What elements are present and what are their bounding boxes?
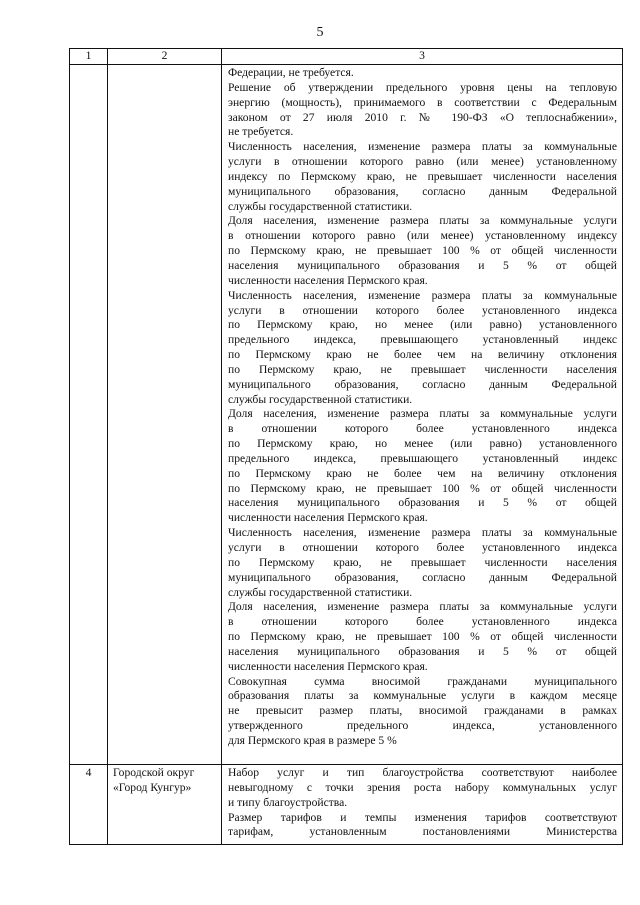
- text-line: по Пермскому краю не более чем на величину отклонения: [228, 466, 617, 480]
- text-line: услуги в отношении которого более установленного индекса: [228, 541, 617, 554]
- text-line: по Пермскому краю, но менее (или равно) установленного: [228, 318, 617, 332]
- text-line: Набор услуг и тип благоустройства соответствуют наиболее: [228, 766, 617, 779]
- text-line: Решение об утверждении предельного уровня цены на тепловую: [228, 80, 617, 94]
- text-line: не превысит размер платы, вносимой гражданами в рамках: [228, 704, 617, 718]
- criteria-table: [69, 48, 623, 845]
- text-line: тарифам, установленным постановлениями Министерства: [228, 825, 617, 839]
- text-line: в отношении которого более установленного индекса: [228, 422, 617, 436]
- text-line: по Пермскому краю, не превышает численности населения: [228, 362, 617, 376]
- column-header-1: 1: [70, 49, 108, 65]
- table-header-row: [70, 49, 623, 65]
- text-line: индексу по Пермскому краю, не превышает численности населения: [228, 169, 617, 183]
- text-line: муниципального образования, согласно данным Федеральной: [228, 377, 617, 391]
- text-line: численности населения Пермского края.: [228, 659, 428, 673]
- text-line: Размер тарифов и темпы изменения тарифов соответствуют: [228, 810, 617, 824]
- text-line: Совокупная сумма вносимой гражданами муниципального: [228, 674, 617, 688]
- row-number-cell: [70, 65, 108, 765]
- text-line: населения муниципального образования и 5 % от общей: [228, 258, 617, 272]
- text-line: по Пермскому краю, не превышает 100 % от общей численности: [228, 481, 617, 495]
- table-row: [70, 765, 623, 845]
- text-line: образования платы за коммунальные услуги в каждом месяце: [228, 689, 617, 703]
- text-line: предельного индекса, превышающего установленный индекс: [228, 451, 617, 465]
- text-line: Численность населения, изменение размера платы за коммунальные: [228, 526, 617, 540]
- criteria-text-cell: [222, 65, 623, 765]
- text-line: по Пермскому краю, не превышает 100 % от общей численности: [228, 630, 617, 644]
- text-line: населения муниципального образования и 5 % от общей: [228, 496, 617, 510]
- text-line: численности населения Пермского края.: [228, 273, 428, 287]
- district-cell: [108, 765, 222, 845]
- text-line: услуги в отношении которого равно (или менее) установленному: [228, 155, 617, 169]
- text-line: службы государственной статистики.: [228, 199, 413, 213]
- text-line: энергию (мощность), принимаемого в соответствии с Федеральным: [228, 95, 617, 109]
- text-line: муниципального образования, согласно данным Федеральной: [228, 184, 617, 198]
- text-line: Федерации, не требуется.: [228, 66, 354, 79]
- text-line: в отношении которого равно (или менее) установленному индексу: [228, 229, 617, 243]
- text-line: Численность населения, изменение размера платы за коммунальные: [228, 140, 617, 154]
- column-header-2: 2: [108, 49, 222, 65]
- row-number-cell: 4: [70, 765, 108, 845]
- text-line: по Пермскому краю, не превышает численности населения: [228, 555, 617, 569]
- text-line: службы государственной статистики.: [228, 392, 413, 406]
- text-line: по Пермскому краю, не превышает 100 % от общей численности: [228, 244, 617, 258]
- text-line: и типу благоустройства.: [228, 795, 348, 809]
- text-line: утвержденного предельного индекса, установленного: [228, 719, 617, 733]
- text-line: не требуется.: [228, 125, 294, 139]
- district-name-line: «Город Кунгур»: [113, 780, 192, 794]
- text-line: законом от 27 июля 2010 г. № 190-ФЗ «О теплоснабжении»,: [228, 110, 617, 124]
- text-line: Доля населения, изменение размера платы за коммунальные услуги: [228, 600, 617, 614]
- text-line: невыгодному с точки зрения роста набору коммунальных услуг: [228, 780, 617, 794]
- text-line: услуги в отношении которого более установленного индекса: [228, 303, 617, 317]
- district-name-line: Городской округ: [113, 766, 195, 779]
- criteria-text-cell: [222, 765, 623, 845]
- text-line: по Пермскому краю, но менее (или равно) установленного: [228, 437, 617, 451]
- district-cell: [108, 65, 222, 765]
- text-line: Численность населения, изменение размера платы за коммунальные: [228, 288, 617, 302]
- text-line: Доля населения, изменение размера платы за коммунальные услуги: [228, 407, 617, 421]
- text-line: муниципального образования, согласно данным Федеральной: [228, 570, 617, 584]
- text-line: численности населения Пермского края.: [228, 511, 428, 525]
- text-line: в отношении которого более установленного индекса: [228, 615, 617, 629]
- text-line: для Пермского края в размере 5 %: [228, 733, 397, 747]
- page-number: 5: [316, 25, 324, 40]
- text-line: по Пермскому краю не более чем на величину отклонения: [228, 348, 617, 362]
- text-line: Доля населения, изменение размера платы за коммунальные услуги: [228, 214, 617, 228]
- text-line: предельного индекса, превышающего установленный индекс: [228, 333, 617, 347]
- text-line: населения муниципального образования и 5 % от общей: [228, 644, 617, 658]
- table-row: [70, 65, 623, 765]
- text-line: службы государственной статистики.: [228, 585, 413, 599]
- column-header-3: 3: [222, 49, 623, 65]
